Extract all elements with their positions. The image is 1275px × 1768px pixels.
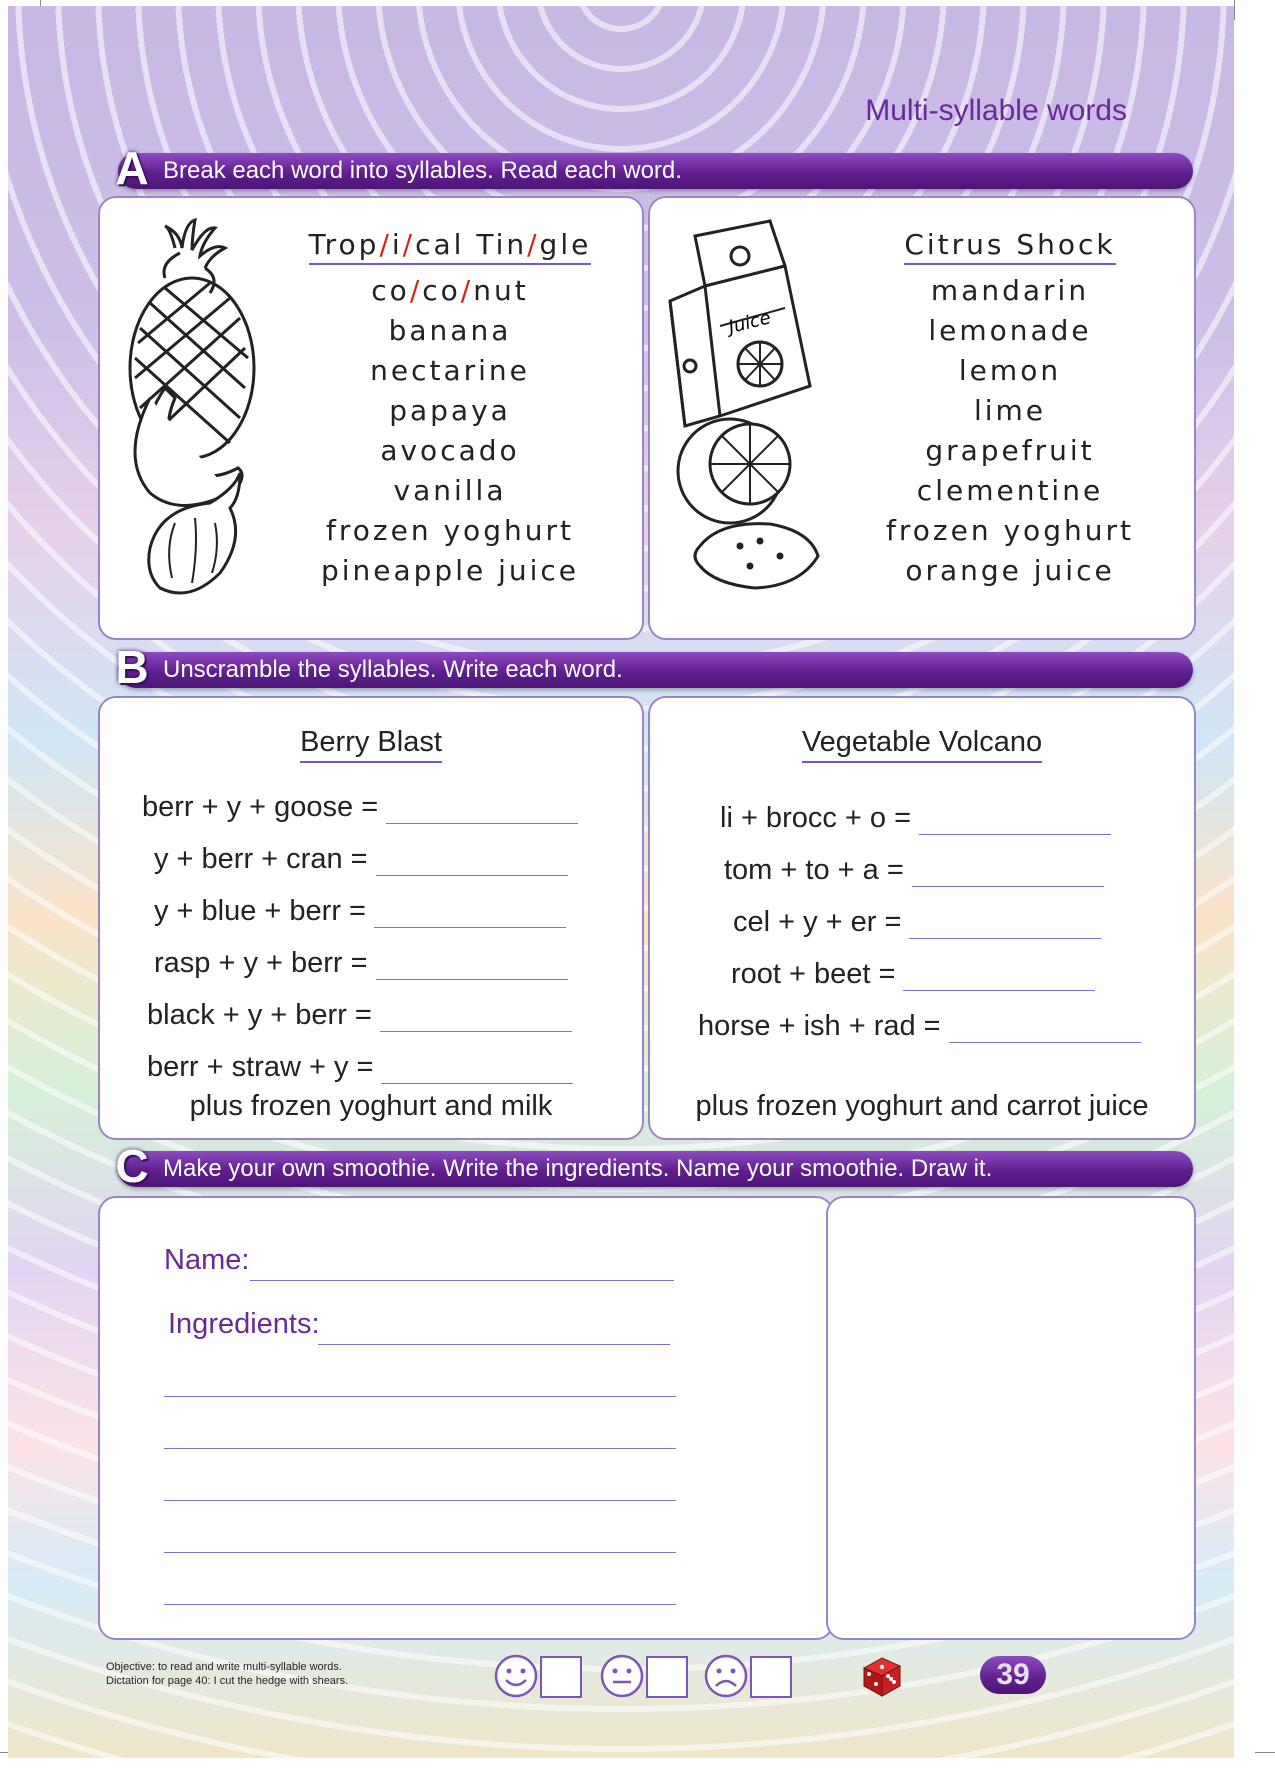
rating-checkbox-neutral[interactable] [646, 1656, 688, 1698]
section-c-banner [115, 1140, 1193, 1192]
word-item: frozen yoghurt [326, 514, 574, 547]
word-item: mandarin [930, 274, 1090, 307]
word-item: clementine [916, 474, 1104, 507]
panel-citrus [648, 196, 1196, 640]
tropical-word-list [280, 228, 620, 591]
equation-row: root + beet = [731, 958, 1095, 991]
equation-row: rasp + y + berr = [154, 947, 568, 980]
tropical-heading: Trop/i/cal Tin/gle [309, 228, 592, 265]
word-item: frozen yoghurt [886, 514, 1134, 547]
equation-row: cel + y + er = [733, 906, 1101, 939]
panel-berry-blast [98, 696, 644, 1140]
citrus-word-list [840, 228, 1180, 591]
answer-line[interactable] [376, 849, 568, 876]
berry-heading: Berry Blast [100, 726, 642, 759]
section-instruction: Unscramble the syllables. Write each word. [163, 656, 623, 683]
neutral-face-icon [600, 1654, 644, 1698]
footer-notes [106, 1660, 348, 1688]
answer-line[interactable] [374, 901, 566, 928]
vegetable-heading: Vegetable Volcano [650, 726, 1194, 759]
word-item: lemon [958, 354, 1062, 387]
answer-line[interactable] [376, 953, 568, 980]
answer-line[interactable] [919, 808, 1111, 835]
ingredients-line[interactable] [164, 1396, 676, 1397]
dice-icon [856, 1652, 904, 1700]
answer-line[interactable] [380, 1005, 572, 1032]
word-item: co/co/nut [371, 274, 529, 307]
word-item: lemonade [928, 314, 1092, 347]
vegetable-extra: plus frozen yoghurt and carrot juice [695, 1090, 1149, 1122]
ingredients-line[interactable] [164, 1552, 676, 1553]
equation-row: berr + straw + y = [147, 1051, 573, 1084]
equation-row: black + y + berr = [147, 999, 572, 1032]
worksheet-page [8, 6, 1234, 1758]
section-a-banner [115, 142, 1193, 194]
citrus-heading: Citrus Shock [904, 228, 1115, 265]
equation-row: li + brocc + o = [720, 802, 1111, 835]
ingredients-line[interactable] [164, 1500, 676, 1501]
section-instruction: Break each word into syllables. Read each word. [163, 157, 682, 184]
happy-face-icon [494, 1654, 538, 1698]
word-item: orange juice [905, 554, 1115, 587]
word-item: lime [973, 394, 1047, 427]
ingredients-line[interactable] [164, 1448, 676, 1449]
page-number: 39 [980, 1656, 1046, 1694]
lemon-icon [695, 524, 818, 588]
rating-checkbox-sad[interactable] [750, 1656, 792, 1698]
equation-row: tom + to + a = [724, 854, 1104, 887]
panel-smoothie-form [98, 1196, 834, 1640]
word-item: pineapple juice [320, 554, 580, 587]
word-item: grapefruit [925, 434, 1095, 467]
citrus-drawing [660, 216, 830, 606]
word-item: banana [388, 314, 512, 347]
answer-line[interactable] [386, 797, 578, 824]
answer-line[interactable] [949, 1016, 1141, 1043]
dictation-text: Dictation for page 40: I cut the hedge with shears. [106, 1675, 349, 1687]
ingredients-label: Ingredients: [168, 1308, 320, 1340]
section-instruction: Make your own smoothie. Write the ingredients. Name your smoothie. Draw it. [163, 1155, 993, 1182]
panel-vegetable-volcano [648, 696, 1196, 1140]
answer-line[interactable] [909, 912, 1101, 939]
objective-text: Objective: to read and write multi-syllable words. [106, 1661, 342, 1673]
section-b-banner [115, 641, 1193, 693]
answer-line[interactable] [381, 1057, 573, 1084]
panel-tropical [98, 196, 644, 640]
equation-row: horse + ish + rad = [698, 1010, 1141, 1043]
answer-line[interactable] [912, 860, 1104, 887]
ingredients-line[interactable] [164, 1604, 676, 1605]
sad-face-icon [704, 1654, 748, 1698]
equation-row: berr + y + goose = [142, 791, 578, 824]
juice-label: Juice [726, 307, 773, 338]
word-item: papaya [389, 394, 511, 427]
drawing-box[interactable] [826, 1196, 1196, 1640]
fruit-drawing [120, 218, 260, 618]
equation-row: y + blue + berr = [154, 895, 566, 928]
rating-checkbox-happy[interactable] [540, 1656, 582, 1698]
equation-row: y + berr + cran = [154, 843, 568, 876]
ingredients-line[interactable] [318, 1344, 670, 1345]
answer-line[interactable] [903, 964, 1095, 991]
crop-mark [1255, 1752, 1275, 1753]
word-item: avocado [380, 434, 520, 467]
page-title: Multi-syllable words [865, 94, 1127, 127]
name-label: Name: [164, 1244, 250, 1276]
berry-extra: plus frozen yoghurt and milk [189, 1090, 553, 1122]
crop-mark [1234, 0, 1235, 20]
word-item: nectarine [370, 354, 530, 387]
name-line[interactable] [250, 1280, 674, 1281]
section-letter: B [115, 641, 149, 693]
section-letter: C [115, 1140, 149, 1192]
section-letter: A [115, 142, 149, 194]
word-item: vanilla [393, 474, 507, 507]
orange-half-icon [678, 419, 790, 523]
